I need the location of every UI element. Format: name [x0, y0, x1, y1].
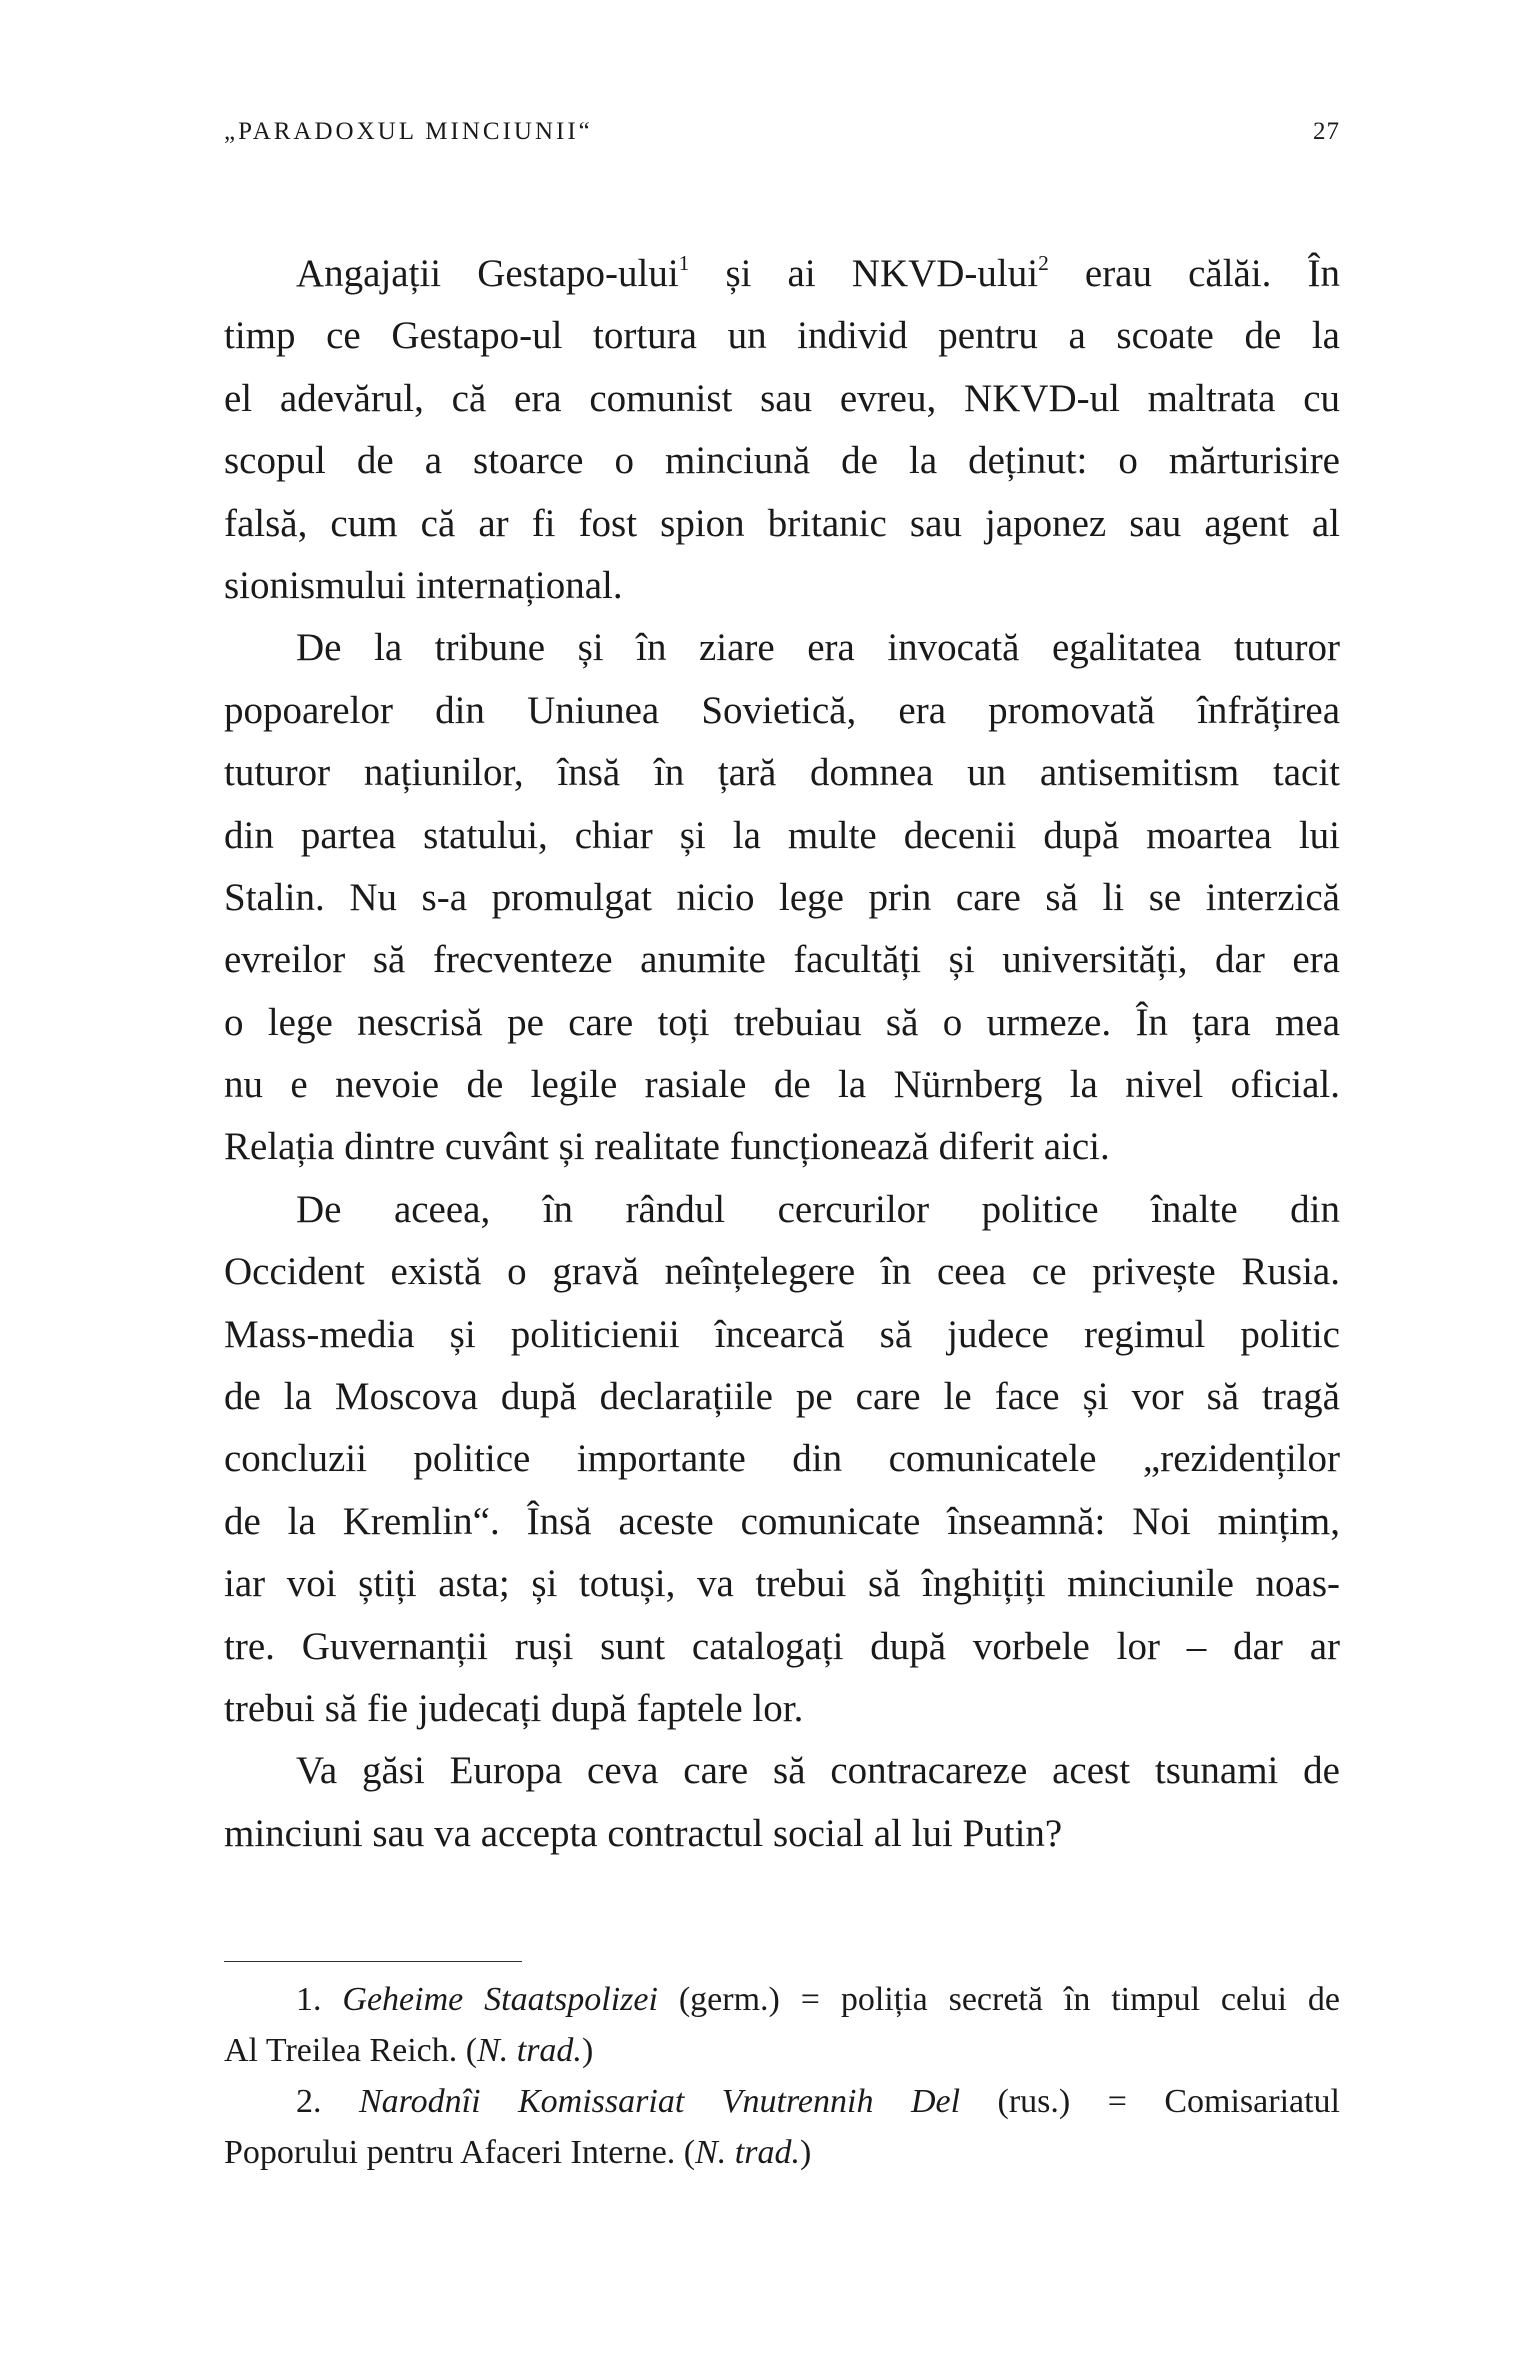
text-segment: și ai NKVD-ului: [689, 252, 1039, 295]
text-line: minciuni sau va accepta contractul social al lui Putin?: [224, 1811, 1063, 1855]
text-line: o lege nescrisă pe care toți trebuiau să o urmeze. În țara mea: [224, 1000, 1340, 1044]
text-line: tre. Guvernanții ruși sunt catalogați după vorbele lor – dar ar: [224, 1624, 1340, 1668]
text-line: Va găsi Europa ceva care să contracareze acest tsunami de: [296, 1749, 1340, 1793]
page-number: 27: [1313, 118, 1340, 145]
text-line: [224, 2127, 1340, 2178]
text-line: evreilor să frecventeze anumite facultăți și universități, dar era: [224, 938, 1340, 982]
text-line: [224, 243, 1340, 305]
text-line: De aceea, în rândul cercurilor politice înalte din: [296, 1187, 1340, 1231]
text-line: scopul de a stoarce o minciună de la deținut: o mărturisire: [224, 439, 1340, 483]
text-segment: ): [799, 2134, 812, 2171]
text-line: Occident există o gravă neînțelegere în ceea ce privește Rusia.: [224, 1250, 1340, 1294]
text-segment: (germ.) = poliția secretă în timpul celui de: [657, 1981, 1340, 2018]
text-line: de la Kremlin“. Însă aceste comunicate înseamnă: Noi mințim,: [224, 1499, 1340, 1543]
text-segment: ): [581, 2032, 594, 2069]
footnote-separator: [224, 1961, 522, 1962]
footnote-ref: 2: [1038, 250, 1049, 275]
text-segment: Angajații Gestapo-ului: [296, 252, 679, 295]
text-segment: 1.: [296, 1981, 343, 2018]
paragraph: [224, 1740, 1340, 1865]
text-segment: (rus.) = Comisariatul: [960, 2083, 1340, 2120]
running-header-title: „PARADOXUL MINCIUNII“: [224, 118, 593, 145]
text-line: din partea statului, chiar și la multe decenii după moartea lui: [224, 813, 1340, 857]
italic-text: N. trad.: [477, 2032, 582, 2069]
text-segment: Poporului pentru Afaceri Interne. (: [224, 2134, 696, 2171]
paragraph: [224, 1179, 1340, 1741]
footnote: [224, 2076, 1340, 2178]
text-line: Relația dintre cuvânt și realitate funcționează diferit aici.: [224, 1125, 1110, 1169]
text-line: concluzii politice importante din comunicatele „rezidenților: [224, 1437, 1340, 1481]
body-text: [224, 243, 1340, 1865]
text-line: nu e nevoie de legile rasiale de la Nürnberg la nivel oficial.: [224, 1063, 1340, 1107]
text-line: falsă, cum că ar fi fost spion britanic sau japonez sau agent al: [224, 501, 1340, 545]
footnote: [224, 1974, 1340, 2076]
text-segment: Al Treilea Reich. (: [224, 2032, 478, 2069]
text-line: popoarelor din Uniunea Sovietică, era promovată înfrățirea: [224, 688, 1340, 732]
text-line: [224, 2076, 1340, 2127]
text-line: Mass-media și politicienii încearcă să judece regimul politic: [224, 1312, 1340, 1356]
paragraph: [224, 617, 1340, 1179]
text-line: De la tribune și în ziare era invocată egalitatea tuturor: [296, 626, 1340, 670]
text-line: [224, 2025, 1340, 2076]
italic-text: Geheime Staatspolizei: [342, 1981, 658, 2018]
text-line: tuturor națiunilor, însă în țară domnea un antisemitism tacit: [224, 751, 1340, 795]
text-line: de la Moscova după declarațiile pe care le face și vor să tragă: [224, 1375, 1340, 1419]
italic-text: Narodnîi Komissariat Vnutrennih Del: [358, 2083, 961, 2120]
text-segment: erau călăi. În: [1048, 252, 1340, 295]
text-line: trebui să fie judecați după faptele lor.: [224, 1686, 804, 1730]
text-line: timp ce Gestapo-ul tortura un individ pentru a scoate de la: [224, 314, 1340, 358]
footnotes: [224, 1974, 1340, 2178]
text-line: Stalin. Nu s-a promulgat nicio lege prin care să li se interzică: [224, 875, 1340, 919]
italic-text: N. trad.: [695, 2134, 800, 2171]
paragraph: [224, 243, 1340, 617]
text-segment: 2.: [296, 2083, 359, 2120]
text-line: iar voi știți asta; și totuși, va trebui să înghițiți minciunile noas-: [224, 1562, 1340, 1606]
text-line: [224, 1974, 1340, 2025]
footnote-ref: 1: [678, 250, 690, 275]
text-line: sionismului internațional.: [224, 563, 623, 607]
text-line: el adevărul, că era comunist sau evreu, NKVD-ul maltrata cu: [224, 376, 1340, 420]
